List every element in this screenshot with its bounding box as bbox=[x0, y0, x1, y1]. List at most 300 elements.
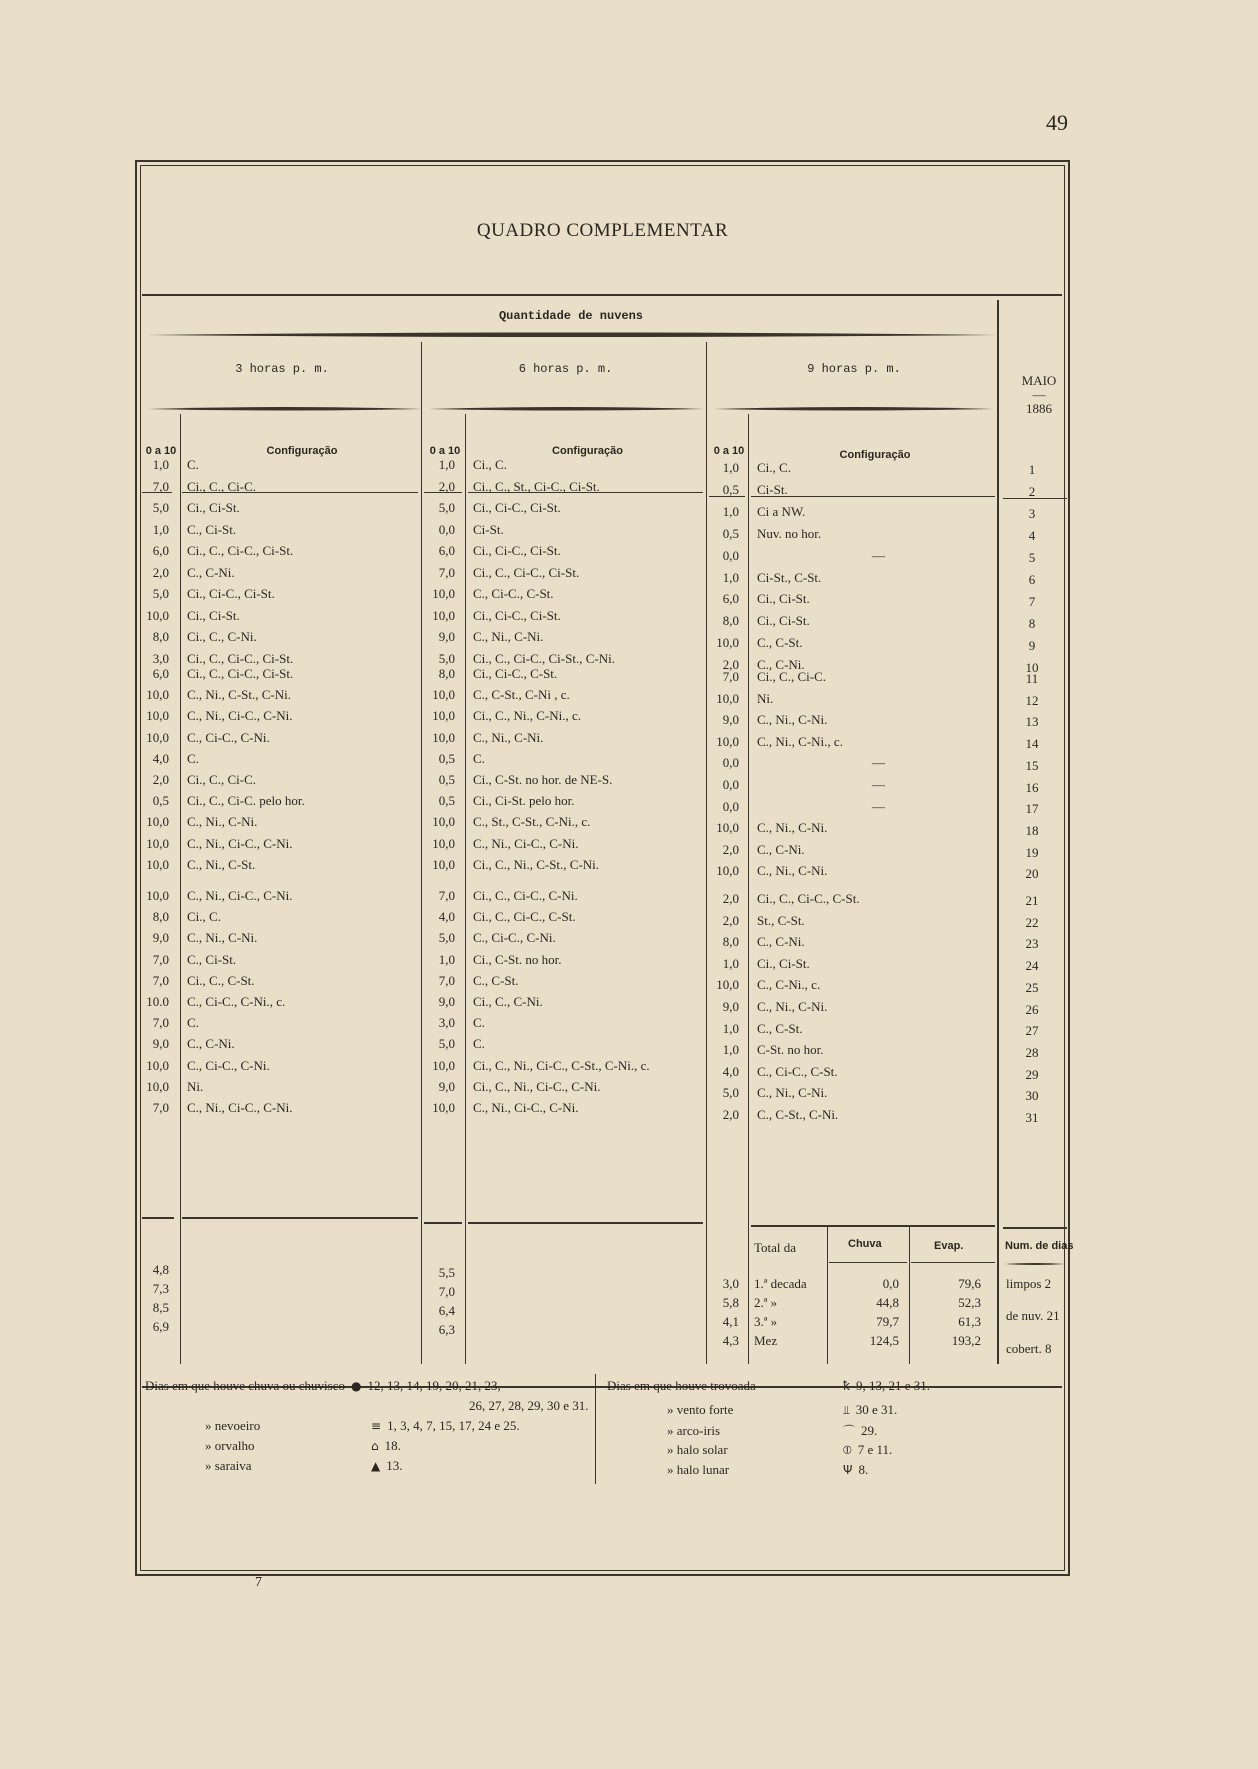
weather-symbol-icon: ⦶ bbox=[843, 1443, 852, 1457]
cell-3pm-config: C. bbox=[187, 750, 199, 766]
cell-9pm-amount: 10,0 bbox=[716, 635, 739, 651]
cell-3pm-config: C., Ni., C-Ni. bbox=[187, 814, 258, 830]
cell-3pm-config: Ci., C., Ci-C. pelo hor. bbox=[187, 793, 305, 809]
signature-mark: 7 bbox=[255, 1575, 262, 1590]
summary-chuva-value: 124,5 bbox=[869, 1333, 899, 1348]
cell-6pm-config: Ci., C., Ni., C-St., C-Ni. bbox=[473, 856, 600, 872]
period-9pm: 9 horas p. m. bbox=[807, 362, 901, 376]
cell-6pm-config: Ci., Ci-C., Ci-St. bbox=[473, 543, 561, 558]
summary-limpos: limpos 2 bbox=[1006, 1276, 1052, 1291]
summary-avg-6pm: 7,0 bbox=[438, 1284, 455, 1299]
cell-3pm-amount: 7,0 bbox=[152, 951, 169, 967]
cell-6pm-amount: 5,0 bbox=[438, 500, 455, 515]
summary-chuva-value: 79,7 bbox=[876, 1314, 899, 1329]
cell-9pm-config: — bbox=[872, 798, 885, 814]
summary-cobert: cobert. 8 bbox=[1006, 1341, 1052, 1356]
cell-6pm-amount: 4,0 bbox=[438, 909, 455, 925]
cell-day: 27 bbox=[1025, 1023, 1039, 1039]
cell-9pm-amount: 8,0 bbox=[722, 934, 739, 950]
cell-9pm-config: Ci-St. bbox=[757, 481, 788, 497]
cell-3pm-amount: 7,0 bbox=[152, 1015, 169, 1031]
cell-day: 19 bbox=[1025, 844, 1039, 860]
cell-3pm-amount: 6,0 bbox=[152, 543, 169, 558]
col-config-6pm: Configuração bbox=[552, 445, 623, 457]
cell-9pm-config: C., C-St., C-Ni. bbox=[757, 1107, 839, 1122]
footer-label: » saraiva bbox=[205, 1458, 252, 1473]
cell-9pm-amount: 9,0 bbox=[722, 712, 739, 728]
cell-6pm-amount: 6,0 bbox=[438, 543, 455, 558]
cell-9pm-amount: 10,0 bbox=[716, 733, 739, 749]
summary-period-label: Mez bbox=[754, 1333, 778, 1348]
page-number: 49 bbox=[1046, 110, 1068, 135]
weather-symbol-icon: Ψ bbox=[843, 1463, 853, 1477]
footer-days: 8. bbox=[858, 1462, 869, 1477]
cell-6pm-amount: 10,0 bbox=[432, 1100, 455, 1115]
cell-9pm-amount: 7,0 bbox=[722, 669, 739, 684]
cell-3pm-config: C. bbox=[187, 1015, 199, 1031]
col-scale-6pm: 0 a 10 bbox=[429, 445, 461, 457]
cell-9pm-config: C-St. no hor. bbox=[757, 1042, 824, 1058]
cell-day: 1 bbox=[1028, 462, 1036, 477]
cell-6pm-config: C., Ni., Ci-C., C-Ni. bbox=[473, 835, 579, 851]
cell-9pm-amount: 1,0 bbox=[722, 569, 739, 585]
footer-days: 1, 3, 4, 7, 15, 17, 24 e 25. bbox=[387, 1418, 520, 1433]
cell-9pm-amount: 5,0 bbox=[722, 1085, 739, 1101]
cell-9pm-config: Ci a NW. bbox=[757, 503, 806, 519]
cell-6pm-amount: 2,0 bbox=[438, 478, 455, 494]
cell-3pm-config: C., C-Ni. bbox=[187, 1036, 235, 1052]
cell-3pm-amount: 2,0 bbox=[152, 772, 169, 787]
summary-avg-3pm: 6,9 bbox=[152, 1319, 169, 1334]
cell-day: 8 bbox=[1028, 616, 1036, 631]
cell-6pm-config: C., C-St., C-Ni , c. bbox=[473, 687, 570, 703]
cell-9pm-amount: 8,0 bbox=[722, 613, 739, 629]
weather-symbol-icon: ≡ bbox=[371, 1419, 382, 1433]
cell-3pm-config: Ni. bbox=[187, 1078, 204, 1094]
cell-9pm-amount: 10,0 bbox=[716, 977, 739, 993]
cell-9pm-config: Ci., Ci-St. bbox=[757, 591, 810, 607]
cell-3pm-config: Ci., C. bbox=[187, 909, 221, 925]
cell-3pm-amount: 7,0 bbox=[152, 478, 169, 494]
cell-day: 9 bbox=[1028, 638, 1036, 653]
cell-6pm-config: Ci., C., St., Ci-C., Ci-St. bbox=[473, 478, 600, 494]
cell-6pm-config: C., Ni., Ci-C., C-Ni. bbox=[473, 1100, 579, 1115]
cell-6pm-amount: 8,0 bbox=[438, 666, 455, 681]
cell-9pm-config: Ci., C. bbox=[757, 460, 791, 475]
footer-label: » nevoeiro bbox=[205, 1418, 261, 1433]
cell-3pm-config: C., Ci-St. bbox=[187, 521, 237, 537]
cell-day: 18 bbox=[1025, 822, 1039, 838]
cell-9pm-config: Ci., Ci-St. bbox=[757, 613, 810, 629]
cell-3pm-amount: 5,0 bbox=[152, 500, 169, 515]
cell-9pm-amount: 6,0 bbox=[722, 591, 739, 607]
cell-6pm-config: C. bbox=[473, 1036, 485, 1052]
cell-9pm-config: C., Ni., C-Ni. bbox=[757, 820, 828, 836]
cell-day: 10 bbox=[1025, 660, 1039, 675]
cell-6pm-amount: 10,0 bbox=[432, 1057, 455, 1073]
cell-9pm-amount: 4,0 bbox=[722, 1063, 739, 1079]
cell-6pm-config: C., Ni., C-Ni. bbox=[473, 629, 544, 644]
cell-day: 12 bbox=[1025, 692, 1039, 708]
cell-6pm-config: Ci., Ci-C., Ci-St. bbox=[473, 500, 561, 515]
cell-9pm-config: C., C-St. bbox=[757, 1020, 803, 1036]
page-title: QUADRO COMPLEMENTAR bbox=[476, 220, 729, 241]
cell-3pm-amount: 10,0 bbox=[146, 729, 169, 745]
cell-6pm-amount: 1,0 bbox=[438, 951, 455, 967]
cell-3pm-amount: 5,0 bbox=[152, 586, 169, 601]
cell-6pm-config: Ci., Ci-C., Ci-St. bbox=[473, 607, 561, 623]
footer-right-line bbox=[607, 1442, 892, 1458]
cell-9pm-amount: 1,0 bbox=[722, 460, 739, 475]
cell-3pm-config: Ci., C., Ci-C., Ci-St. bbox=[187, 666, 294, 681]
cell-9pm-config: C., Ni., C-Ni. bbox=[757, 712, 828, 728]
summary-avg-9pm: 3,0 bbox=[722, 1276, 739, 1291]
cell-6pm-amount: 5,0 bbox=[438, 930, 455, 946]
cell-3pm-amount: 9,0 bbox=[152, 930, 169, 946]
footer-days: 26, 27, 28, 29, 30 e 31. bbox=[469, 1398, 589, 1413]
month-header: MAIO — 1886 bbox=[1021, 373, 1057, 416]
cell-6pm-config: Ci., C., Ci-C., Ci-St., C-Ni. bbox=[473, 650, 615, 666]
cell-3pm-amount: 10,0 bbox=[146, 835, 169, 851]
cell-day: 29 bbox=[1025, 1066, 1039, 1082]
footer-left-line bbox=[145, 1458, 402, 1474]
cell-6pm-config: C. bbox=[473, 1015, 485, 1031]
cell-6pm-config: Ci-St. bbox=[473, 521, 504, 537]
cell-3pm-amount: 7,0 bbox=[152, 1100, 169, 1115]
footer-left-line bbox=[457, 1398, 589, 1414]
cell-6pm-config: Ci., C., Ni., C-Ni., c. bbox=[473, 708, 581, 724]
cell-day: 28 bbox=[1025, 1044, 1039, 1060]
cell-6pm-amount: 10,0 bbox=[432, 814, 455, 830]
cell-3pm-amount: 10,0 bbox=[146, 856, 169, 872]
cell-3pm-config: C., Ci-C., C-Ni. bbox=[187, 1057, 270, 1073]
cell-9pm-amount: 0,0 bbox=[722, 755, 739, 771]
footer-days: 29. bbox=[861, 1423, 878, 1438]
summary-evap-header: Evap. bbox=[934, 1240, 964, 1252]
cell-6pm-amount: 3,0 bbox=[438, 1015, 455, 1031]
cell-6pm-config: Ci., C-St. no hor. bbox=[473, 951, 562, 967]
cell-3pm-config: C. bbox=[187, 457, 199, 472]
cell-9pm-amount: 0,5 bbox=[722, 525, 739, 541]
cell-3pm-config: C., Ni., C-St., C-Ni. bbox=[187, 687, 292, 703]
cell-6pm-amount: 10,0 bbox=[432, 729, 455, 745]
cell-3pm-config: C., Ci-C., C-Ni. bbox=[187, 729, 270, 745]
cell-3pm-config: Ci., C., C-St. bbox=[187, 972, 255, 988]
weather-symbol-icon: ● bbox=[351, 1379, 362, 1393]
cell-day: 30 bbox=[1025, 1088, 1039, 1104]
footer-right-line bbox=[607, 1462, 868, 1478]
cell-6pm-config: Ci., C., C-Ni. bbox=[473, 994, 543, 1009]
cell-day: 22 bbox=[1025, 914, 1039, 930]
cell-9pm-amount: 10,0 bbox=[716, 690, 739, 706]
weather-symbol-icon: ▲ bbox=[371, 1459, 381, 1473]
summary-avg-9pm: 4,3 bbox=[722, 1333, 739, 1348]
summary-avg-6pm: 5,5 bbox=[438, 1265, 455, 1280]
cell-9pm-amount: 2,0 bbox=[722, 841, 739, 857]
cell-3pm-config: Ci., Ci-St. bbox=[187, 607, 240, 623]
cell-6pm-amount: 0,5 bbox=[438, 793, 455, 809]
cell-9pm-config: Ni. bbox=[757, 690, 774, 706]
summary-period-label: 1.ª decada bbox=[754, 1276, 807, 1291]
summary-period-label: 3.ª » bbox=[754, 1314, 778, 1329]
cell-6pm-amount: 9,0 bbox=[438, 1078, 455, 1094]
footer-right-line bbox=[607, 1422, 877, 1439]
cell-9pm-config: C., C-Ni. bbox=[757, 657, 805, 673]
cell-3pm-config: Ci., C., Ci-C. bbox=[187, 478, 256, 494]
summary-chuva-value: 44,8 bbox=[876, 1295, 899, 1310]
group-header: Quantidade de nuvens bbox=[498, 309, 644, 323]
col-config-9pm: Configuração bbox=[839, 449, 911, 461]
summary-evap-value: 61,3 bbox=[958, 1314, 981, 1329]
cell-3pm-amount: 9,0 bbox=[152, 1036, 169, 1052]
weather-symbol-icon: ⌂ bbox=[371, 1439, 379, 1453]
cell-6pm-config: Ci., C., Ci-C., Ci-St. bbox=[473, 564, 580, 580]
summary-nuv: de nuv. 21 bbox=[1006, 1308, 1060, 1323]
cell-day: 24 bbox=[1025, 958, 1039, 974]
cell-3pm-config: Ci., C., Ci-C., Ci-St. bbox=[187, 650, 294, 666]
summary-avg-6pm: 6,3 bbox=[438, 1322, 455, 1337]
cell-9pm-amount: 2,0 bbox=[722, 891, 739, 906]
cell-9pm-amount: 9,0 bbox=[722, 999, 739, 1014]
cell-3pm-config: Ci., C., C-Ni. bbox=[187, 629, 257, 644]
cell-6pm-config: Ci., C., Ni., Ci-C., C-St., C-Ni., c. bbox=[473, 1057, 650, 1073]
cell-6pm-amount: 10,0 bbox=[432, 586, 455, 601]
cell-6pm-config: C. bbox=[473, 750, 485, 766]
cell-day: 5 bbox=[1028, 550, 1036, 565]
cell-6pm-config: Ci., C., Ni., Ci-C., C-Ni. bbox=[473, 1078, 601, 1094]
summary-evap-value: 193,2 bbox=[951, 1333, 981, 1348]
cell-9pm-amount: 1,0 bbox=[722, 955, 739, 971]
cell-3pm-amount: 4,0 bbox=[152, 750, 169, 766]
cell-6pm-amount: 10,0 bbox=[432, 835, 455, 851]
cell-3pm-amount: 1,0 bbox=[152, 457, 169, 472]
cell-6pm-amount: 10,0 bbox=[432, 708, 455, 724]
cell-3pm-amount: 6,0 bbox=[152, 666, 169, 681]
cell-day: 13 bbox=[1025, 714, 1039, 730]
footer-right-line bbox=[607, 1402, 897, 1418]
cell-9pm-config: Nuv. no hor. bbox=[757, 525, 822, 541]
cell-3pm-amount: 10.0 bbox=[146, 994, 169, 1009]
cell-day: 23 bbox=[1025, 936, 1039, 952]
cell-9pm-config: Ci., C., Ci-C., C-St. bbox=[757, 891, 860, 906]
cell-9pm-amount: 0,0 bbox=[722, 777, 739, 792]
cell-6pm-amount: 5,0 bbox=[438, 1036, 455, 1052]
footer-days: 9, 13, 21 e 31. bbox=[856, 1378, 931, 1393]
weather-symbol-icon: ꝁ bbox=[843, 1379, 850, 1393]
cell-day: 21 bbox=[1025, 893, 1039, 908]
cell-6pm-amount: 1,0 bbox=[438, 457, 455, 472]
cell-3pm-config: C., Ni., Ci-C., C-Ni. bbox=[187, 835, 293, 851]
cell-9pm-config: C., C-Ni., c. bbox=[757, 977, 821, 993]
cell-6pm-config: C., Ci-C., C-Ni. bbox=[473, 930, 556, 946]
summary-total-header: Total da bbox=[754, 1240, 797, 1255]
cell-6pm-amount: 10,0 bbox=[432, 607, 455, 623]
cell-day: 4 bbox=[1028, 528, 1036, 543]
cell-9pm-config: C., C-St. bbox=[757, 635, 803, 651]
cell-9pm-config: Ci., Ci-St. bbox=[757, 955, 810, 971]
cell-3pm-amount: 2,0 bbox=[152, 564, 169, 580]
cell-6pm-config: C., St., C-St., C-Ni., c. bbox=[473, 814, 591, 830]
summary-avg-9pm: 4,1 bbox=[722, 1314, 739, 1329]
cell-9pm-config: C., Ni., C-Ni. bbox=[757, 1085, 828, 1101]
footer-days: 12, 13, 14, 19, 20, 21, 23, bbox=[367, 1378, 501, 1393]
cell-3pm-config: Ci., Ci-C., Ci-St. bbox=[187, 586, 275, 601]
cell-9pm-config: C., C-Ni. bbox=[757, 841, 805, 857]
summary-chuva-value: 0,0 bbox=[882, 1276, 899, 1291]
cell-3pm-config: C., Ni., Ci-C., C-Ni. bbox=[187, 1100, 293, 1115]
cell-3pm-config: Ci., C., Ci-C., Ci-St. bbox=[187, 543, 294, 558]
cell-9pm-config: C., Ni., C-Ni. bbox=[757, 999, 828, 1014]
col-config-3pm: Configuração bbox=[266, 445, 338, 457]
cell-day: 16 bbox=[1025, 779, 1039, 795]
cell-9pm-config: — bbox=[872, 777, 885, 792]
cell-6pm-amount: 9,0 bbox=[438, 994, 455, 1009]
summary-avg-3pm: 7,3 bbox=[152, 1281, 169, 1296]
cell-3pm-config: C., Ni., Ci-C., C-Ni. bbox=[187, 708, 293, 724]
cell-3pm-config: Ci., C., Ci-C. bbox=[187, 772, 256, 787]
footer-label: » vento forte bbox=[667, 1402, 734, 1417]
cell-6pm-config: C., C-St. bbox=[473, 972, 519, 988]
cell-6pm-amount: 5,0 bbox=[438, 650, 455, 666]
cell-6pm-config: Ci., C-St. no hor. de NE-S. bbox=[473, 772, 613, 787]
cell-3pm-config: Ci., Ci-St. bbox=[187, 500, 240, 515]
cell-day: 6 bbox=[1028, 572, 1036, 587]
footer-days: 30 e 31. bbox=[855, 1402, 898, 1417]
summary-avg-6pm: 6,4 bbox=[438, 1303, 455, 1318]
cell-6pm-config: C., Ni., C-Ni. bbox=[473, 729, 544, 745]
cell-9pm-amount: 2,0 bbox=[722, 657, 739, 673]
summary-period-label: 2.ª » bbox=[754, 1295, 778, 1310]
cell-3pm-amount: 10,0 bbox=[146, 607, 169, 623]
cell-3pm-config: C., Ni., C-St. bbox=[187, 856, 256, 872]
footer-label: » halo solar bbox=[667, 1442, 728, 1457]
cell-9pm-amount: 1,0 bbox=[722, 1042, 739, 1058]
cell-9pm-config: — bbox=[872, 755, 885, 771]
cell-9pm-config: C., C-Ni. bbox=[757, 934, 805, 950]
cell-day: 26 bbox=[1025, 1001, 1039, 1017]
cell-6pm-amount: 0,5 bbox=[438, 750, 455, 766]
cell-9pm-config: — bbox=[872, 547, 885, 563]
cell-day: 3 bbox=[1028, 506, 1036, 521]
footer-left-line bbox=[145, 1418, 520, 1434]
cell-9pm-amount: 10,0 bbox=[716, 820, 739, 836]
summary-avg-3pm: 8,5 bbox=[152, 1300, 169, 1315]
summary-numdias-header: Num. de dias bbox=[1005, 1240, 1074, 1252]
cell-6pm-amount: 9,0 bbox=[438, 629, 455, 644]
cell-3pm-config: C., Ni., C-Ni. bbox=[187, 930, 258, 946]
cell-3pm-amount: 8,0 bbox=[152, 909, 169, 925]
cell-6pm-amount: 0,5 bbox=[438, 772, 455, 787]
footer-label: » halo lunar bbox=[667, 1462, 730, 1477]
footer-days: 13. bbox=[386, 1458, 403, 1473]
summary-evap-value: 52,3 bbox=[958, 1295, 981, 1310]
cell-3pm-amount: 10,0 bbox=[146, 687, 169, 703]
cell-day: 7 bbox=[1028, 594, 1036, 609]
cell-9pm-amount: 0,5 bbox=[722, 481, 739, 497]
cell-day: 14 bbox=[1025, 736, 1039, 752]
cell-6pm-config: Ci., Ci-St. pelo hor. bbox=[473, 793, 575, 809]
cell-day: 15 bbox=[1025, 757, 1039, 773]
footer-label: Dias em que houve trovoada bbox=[607, 1378, 756, 1393]
cell-6pm-config: C., Ci-C., C-St. bbox=[473, 586, 554, 601]
footer-left-line bbox=[145, 1378, 501, 1394]
cell-3pm-amount: 10,0 bbox=[146, 1057, 169, 1073]
footer-label: » orvalho bbox=[205, 1438, 255, 1453]
cell-6pm-amount: 10,0 bbox=[432, 687, 455, 703]
summary-chuva-header: Chuva bbox=[848, 1238, 882, 1250]
cell-day: 17 bbox=[1025, 801, 1039, 817]
footer-left-line bbox=[145, 1438, 401, 1454]
period-6pm: 6 horas p. m. bbox=[518, 362, 613, 376]
cell-6pm-config: Ci., C. bbox=[473, 457, 507, 472]
cell-6pm-amount: 7,0 bbox=[438, 888, 455, 903]
footer-days: 18. bbox=[384, 1438, 401, 1453]
summary-avg-9pm: 5,8 bbox=[722, 1295, 739, 1310]
footer-label: Dias em que houve chuva ou chuvisco bbox=[145, 1378, 346, 1393]
col-scale-3pm: 0 a 10 bbox=[145, 445, 177, 457]
cell-9pm-amount: 10,0 bbox=[716, 863, 739, 879]
cell-6pm-config: Ci., C., Ci-C., C-St. bbox=[473, 909, 576, 925]
cell-9pm-config: Ci-St., C-St. bbox=[757, 569, 822, 585]
cell-3pm-config: C., Ni., Ci-C., C-Ni. bbox=[187, 888, 293, 903]
period-3pm: 3 horas p. m. bbox=[235, 362, 329, 376]
cell-6pm-amount: 10,0 bbox=[432, 856, 455, 872]
cell-3pm-amount: 0,5 bbox=[152, 793, 169, 809]
cell-9pm-config: C., Ci-C., C-St. bbox=[757, 1063, 838, 1079]
summary-avg-3pm: 4,8 bbox=[152, 1262, 169, 1277]
cell-9pm-config: St., C-St. bbox=[757, 912, 805, 928]
summary-evap-value: 79,6 bbox=[958, 1276, 981, 1291]
cell-9pm-amount: 0,0 bbox=[722, 547, 739, 563]
cell-9pm-amount: 1,0 bbox=[722, 1020, 739, 1036]
cell-9pm-config: Ci., C., Ci-C. bbox=[757, 669, 826, 684]
footer-right-line bbox=[607, 1378, 930, 1394]
cell-9pm-config: C., Ni., C-Ni., c. bbox=[757, 733, 843, 749]
cell-3pm-amount: 10,0 bbox=[146, 888, 169, 903]
cell-6pm-config: Ci., C., Ci-C., C-Ni. bbox=[473, 888, 578, 903]
cell-3pm-config: C., Ci-C., C-Ni., c. bbox=[187, 994, 286, 1009]
cell-3pm-amount: 8,0 bbox=[152, 629, 169, 644]
weather-symbol-icon: ⌒ bbox=[843, 1424, 856, 1438]
cell-9pm-amount: 0,0 bbox=[722, 798, 739, 814]
cell-6pm-amount: 7,0 bbox=[438, 564, 455, 580]
footer-label: » arco-iris bbox=[667, 1423, 721, 1438]
cell-day: 11 bbox=[1025, 671, 1039, 686]
cell-6pm-amount: 0,0 bbox=[438, 521, 455, 537]
cell-9pm-amount: 2,0 bbox=[722, 1107, 739, 1122]
table-frame bbox=[135, 160, 1074, 1576]
cell-day: 20 bbox=[1025, 866, 1039, 882]
cell-3pm-config: C., C-Ni. bbox=[187, 564, 235, 580]
cell-6pm-amount: 7,0 bbox=[438, 972, 455, 988]
cell-day: 31 bbox=[1025, 1110, 1039, 1125]
cell-day: 25 bbox=[1025, 979, 1039, 995]
cell-3pm-amount: 10,0 bbox=[146, 708, 169, 724]
weather-symbol-icon: ⫫ bbox=[843, 1403, 850, 1417]
cell-day: 2 bbox=[1028, 484, 1036, 499]
cell-9pm-config: C., Ni., C-Ni. bbox=[757, 863, 828, 879]
cell-9pm-amount: 1,0 bbox=[722, 503, 739, 519]
col-scale-9pm: 0 a 10 bbox=[713, 445, 745, 457]
cell-3pm-amount: 10,0 bbox=[146, 814, 169, 830]
cell-3pm-amount: 3,0 bbox=[152, 650, 169, 666]
cell-3pm-config: C., Ci-St. bbox=[187, 951, 237, 967]
cell-9pm-amount: 2,0 bbox=[722, 912, 739, 928]
cell-6pm-config: Ci., Ci-C., C-St. bbox=[473, 666, 558, 681]
cell-3pm-amount: 1,0 bbox=[152, 521, 169, 537]
cell-3pm-amount: 7,0 bbox=[152, 972, 169, 988]
footer-days: 7 e 11. bbox=[857, 1442, 893, 1457]
